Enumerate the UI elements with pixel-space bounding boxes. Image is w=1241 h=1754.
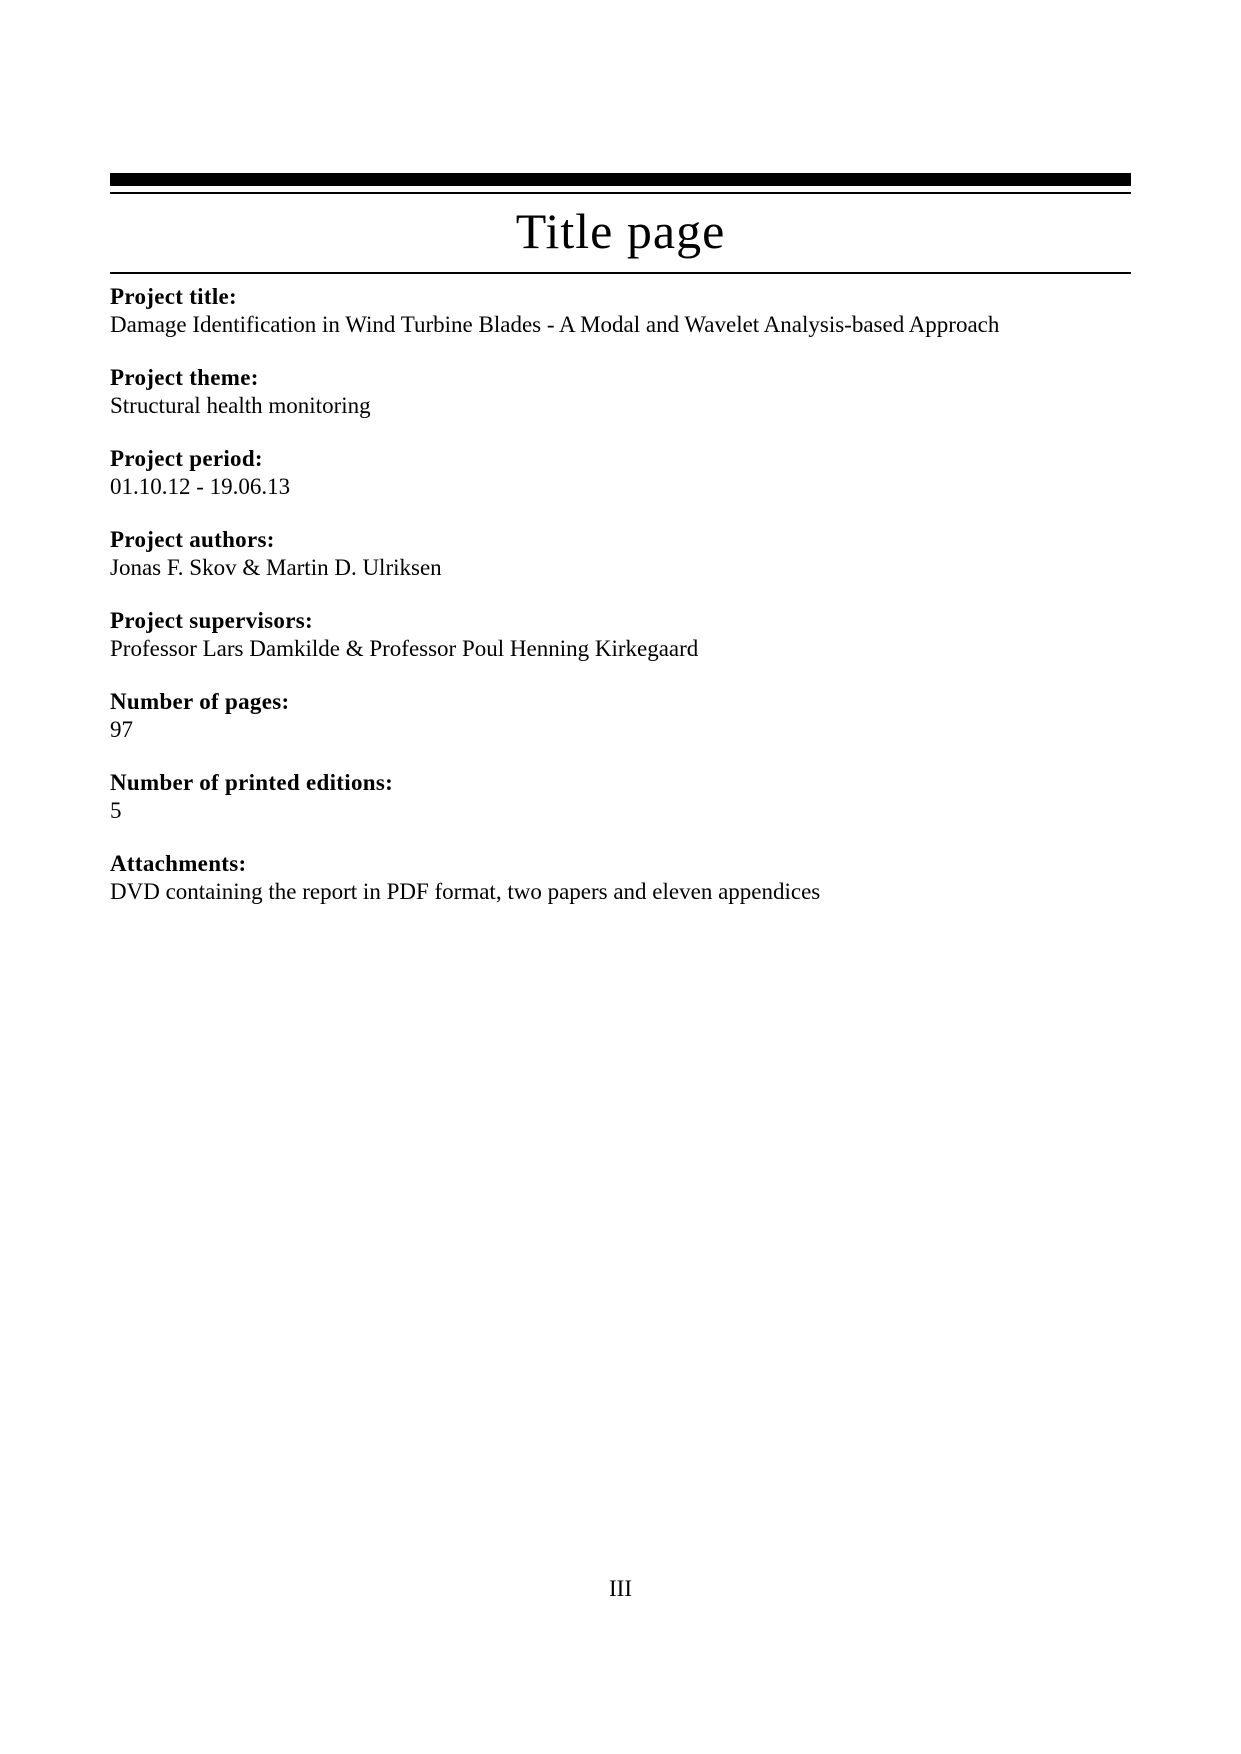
- page-masthead: [110, 173, 1131, 274]
- field-label: Project supervisors:: [110, 608, 313, 633]
- page-title: Title page: [515, 203, 726, 259]
- field-label: Number of pages:: [110, 689, 290, 714]
- field-value: Professor Lars Damkilde & Professor Poul Henning Kirkegaard: [110, 636, 699, 661]
- field-project-supervisors: [110, 607, 1131, 663]
- page-number: III: [609, 1576, 632, 1601]
- field-value: 97: [110, 717, 133, 742]
- title-page-fields: [110, 283, 1131, 931]
- field-label: Number of printed editions:: [110, 770, 394, 795]
- field-label: Project authors:: [110, 527, 275, 552]
- field-value: Jonas F. Skov & Martin D. Ulriksen: [110, 555, 442, 580]
- field-value: Structural health monitoring: [110, 393, 371, 418]
- field-label: Project period:: [110, 446, 263, 471]
- field-label: Attachments:: [110, 851, 247, 876]
- field-value: 5: [110, 798, 122, 823]
- header-rule-thin-bottom: [110, 272, 1131, 274]
- header-rule-thick: [110, 173, 1131, 186]
- field-project-title: [110, 283, 1131, 339]
- field-value: DVD containing the report in PDF format, two papers and eleven appendices: [110, 879, 821, 904]
- field-number-of-pages: [110, 688, 1131, 744]
- field-attachments: [110, 850, 1131, 906]
- field-label: Project title:: [110, 284, 237, 309]
- field-project-theme: [110, 364, 1131, 420]
- field-project-authors: [110, 526, 1131, 582]
- field-value: Damage Identification in Wind Turbine Blades - A Modal and Wavelet Analysis-based Approach: [110, 312, 1000, 337]
- field-project-period: [110, 445, 1131, 501]
- field-label: Project theme:: [110, 365, 259, 390]
- field-printed-editions: [110, 769, 1131, 825]
- field-value: 01.10.12 - 19.06.13: [110, 474, 291, 499]
